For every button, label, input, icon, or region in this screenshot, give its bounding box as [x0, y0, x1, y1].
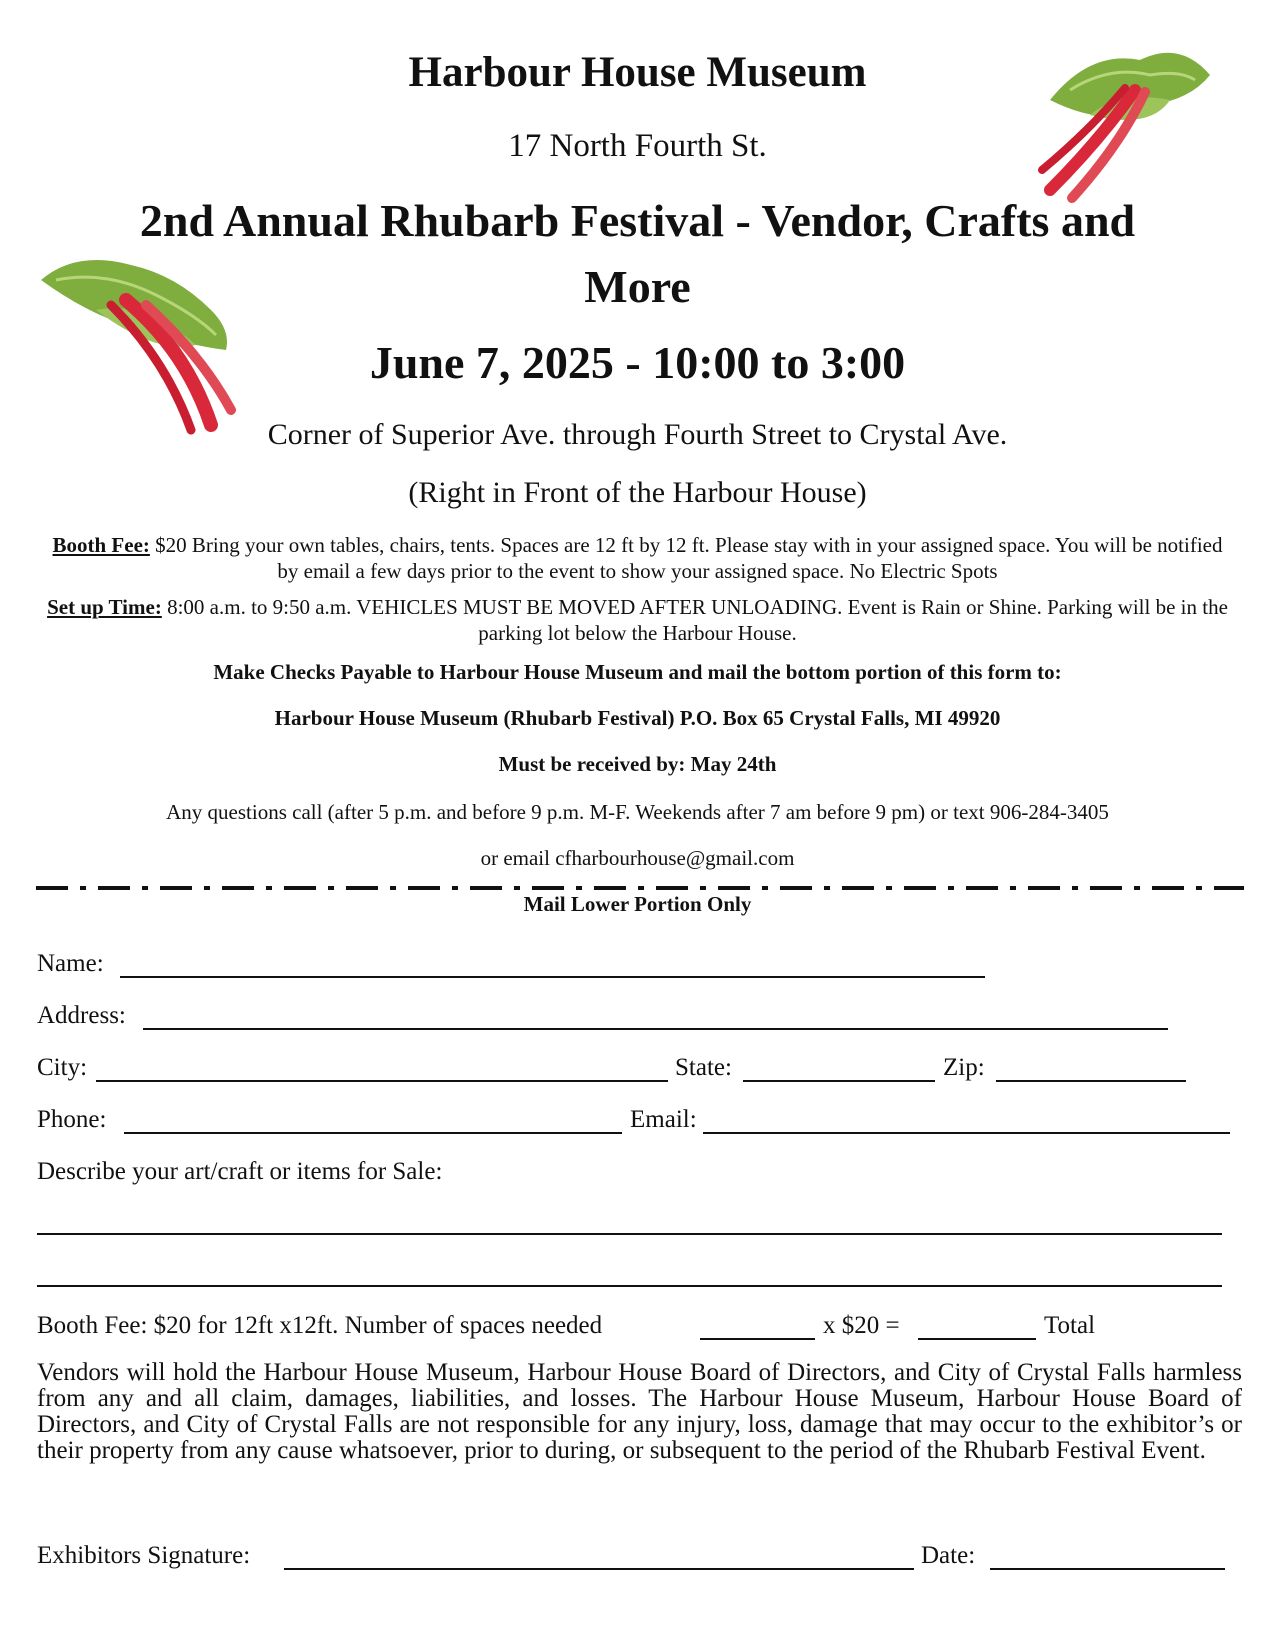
- describe-items-line-1[interactable]: [37, 1233, 1222, 1235]
- booth-fee-text: $20 Bring your own tables, chairs, tents. Spaces are 12 ft by 12 ft. Please stay with in your assigned space. You will be notified by email a few days prior to the event to show your assigned space. No Electric Spots: [149, 533, 1223, 583]
- city-label: City:: [37, 1054, 88, 1081]
- email-field-line[interactable]: [703, 1132, 1230, 1134]
- spaces-needed-field-line[interactable]: [700, 1338, 815, 1340]
- setup-time-text: 8:00 a.m. to 9:50 a.m. VEHICLES MUST BE MOVED AFTER UNLOADING. Event is Rain or Shine. Parking will be in the parking lot below the Harbour House.: [161, 595, 1228, 645]
- questions-line: Any questions call (after 5 p.m. and before 9 p.m. M-F. Weekends after 7 am before 9 pm) or text 906-284-3405: [166, 800, 1109, 824]
- museum-title: Harbour House Museum: [408, 49, 867, 96]
- booth-fee-spaces-label: Booth Fee: $20 for 12ft x12ft. Number of spaces needed: [37, 1312, 603, 1339]
- email-contact-line: or email cfharbourhouse@gmail.com: [480, 846, 795, 870]
- deadline-line: Must be received by: May 24th: [498, 752, 777, 776]
- email-label: Email:: [630, 1106, 697, 1133]
- total-label: Total: [1044, 1312, 1096, 1339]
- state-label: State:: [675, 1054, 732, 1081]
- address-label: Address:: [37, 1002, 126, 1029]
- checks-payable-line: Make Checks Payable to Harbour House Museum and mail the bottom portion of this form to:: [213, 660, 1062, 684]
- name-field-line[interactable]: [120, 976, 985, 978]
- booth-fee-paragraph: [40, 532, 1235, 584]
- signature-field-line[interactable]: [284, 1568, 914, 1570]
- booth-fee-label: Booth Fee:: [52, 533, 150, 557]
- liability-disclaimer: Vendors will hold the Harbour House Museum, Harbour House Board of Directors, and City of Crystal Falls harmless from any and all claim, damages, liabilities, and losses. The Harbour House Museum, Harbour House Board of Directors, and City of Crystal Falls are not responsible for any injury, loss, damage that may occur to the exhibitor’s or their property from any cause whatsoever, prior to during, or subsequent to the period of the Rhubarb Festival Event.: [37, 1359, 1242, 1464]
- date-field-line[interactable]: [990, 1568, 1225, 1570]
- total-field-line[interactable]: [918, 1338, 1036, 1340]
- describe-items-label: Describe your art/craft or items for Sale:: [37, 1158, 443, 1185]
- name-label: Name:: [37, 950, 104, 977]
- zip-label: Zip:: [943, 1054, 985, 1081]
- city-field-line[interactable]: [96, 1080, 668, 1082]
- setup-time-paragraph: [40, 594, 1235, 646]
- event-location: Corner of Superior Ave. through Fourth Street to Crystal Ave.: [267, 418, 1008, 451]
- event-title: [0, 188, 1275, 320]
- event-title-line1: 2nd Annual Rhubarb Festival - Vendor, Crafts and: [139, 195, 1136, 246]
- date-label: Date:: [921, 1542, 976, 1569]
- times-fee-label: x $20 =: [823, 1312, 900, 1339]
- setup-time-label: Set up Time:: [47, 595, 162, 619]
- event-location-note: (Right in Front of the Harbour House): [408, 476, 867, 509]
- event-date-time: June 7, 2025 - 10:00 to 3:00: [369, 337, 906, 388]
- state-field-line[interactable]: [743, 1080, 935, 1082]
- phone-field-line[interactable]: [124, 1132, 622, 1134]
- mail-lower-portion-label: Mail Lower Portion Only: [523, 892, 752, 916]
- museum-address: 17 North Fourth St.: [508, 128, 767, 164]
- mail-address-line: Harbour House Museum (Rhubarb Festival) P.O. Box 65 Crystal Falls, MI 49920: [274, 706, 1001, 730]
- cut-line-divider: [36, 884, 1244, 892]
- phone-label: Phone:: [37, 1106, 107, 1133]
- signature-label: Exhibitors Signature:: [37, 1542, 251, 1569]
- address-field-line[interactable]: [143, 1028, 1168, 1030]
- describe-items-line-2[interactable]: [37, 1285, 1222, 1287]
- zip-field-line[interactable]: [996, 1080, 1186, 1082]
- event-title-line2: More: [584, 261, 691, 312]
